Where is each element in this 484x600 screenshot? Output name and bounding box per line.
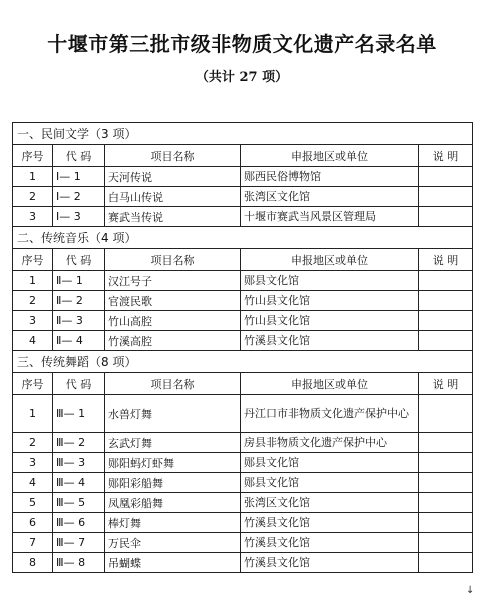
table-row	[13, 493, 473, 513]
column-header-row	[13, 373, 473, 395]
cell-code: Ⅲ— 7	[53, 533, 105, 553]
header-seq: 序号	[13, 145, 53, 167]
table-row	[13, 453, 473, 473]
cell-unit: 竹山县文化馆	[241, 311, 419, 331]
cell-unit: 竹溪县文化馆	[241, 513, 419, 533]
header-note: 说 明	[419, 249, 473, 271]
cell-name: 凤凰彩船舞	[105, 493, 241, 513]
cell-unit: 房县非物质文化遗产保护中心	[241, 433, 419, 453]
cell-unit: 十堰市赛武当风景区管理局	[241, 207, 419, 227]
cell-code: Ⅰ— 2	[53, 187, 105, 207]
cell-unit: 郧县文化馆	[241, 473, 419, 493]
header-note: 说 明	[419, 145, 473, 167]
cell-name: 汉江号子	[105, 271, 241, 291]
header-unit: 申报地区或单位	[241, 373, 419, 395]
table-row	[13, 553, 473, 573]
cell-code: Ⅲ— 1	[53, 395, 105, 433]
cell-note	[419, 533, 473, 553]
cell-code: Ⅱ— 3	[53, 311, 105, 331]
section-title: 二、传统音乐（4 项）	[13, 227, 473, 249]
table-row	[13, 395, 473, 433]
cell-name: 玄武灯舞	[105, 433, 241, 453]
table-row	[13, 271, 473, 291]
table-row	[13, 187, 473, 207]
cell-code: Ⅲ— 6	[53, 513, 105, 533]
header-unit: 申报地区或单位	[241, 145, 419, 167]
cell-name: 白马山传说	[105, 187, 241, 207]
cell-note	[419, 395, 473, 433]
document-subtitle: （共计 27 项）	[195, 70, 289, 85]
cell-code: Ⅰ— 1	[53, 167, 105, 187]
cell-code: Ⅰ— 3	[53, 207, 105, 227]
cell-note	[419, 553, 473, 573]
cell-name: 赛武当传说	[105, 207, 241, 227]
cell-code: Ⅱ— 2	[53, 291, 105, 311]
cell-name: 吊蝴蝶	[105, 553, 241, 573]
table-row	[13, 331, 473, 351]
header-name: 项目名称	[105, 373, 241, 395]
header-name: 项目名称	[105, 145, 241, 167]
cell-seq: 4	[13, 331, 53, 351]
cell-seq: 3	[13, 207, 53, 227]
column-header-row	[13, 249, 473, 271]
cell-unit: 郧县文化馆	[241, 453, 419, 473]
cell-seq: 2	[13, 291, 53, 311]
cell-name: 竹溪高腔	[105, 331, 241, 351]
table-row	[13, 533, 473, 553]
cell-code: Ⅲ— 8	[53, 553, 105, 573]
cell-note	[419, 271, 473, 291]
header-code: 代 码	[53, 249, 105, 271]
cell-unit: 竹山县文化馆	[241, 291, 419, 311]
cell-note	[419, 291, 473, 311]
header-name: 项目名称	[105, 249, 241, 271]
document-title: 十堰市第三批市级非物质文化遗产名录名单	[47, 32, 437, 56]
table-row	[13, 513, 473, 533]
cell-unit: 丹江口市非物质文化遗产保护中心	[241, 395, 419, 433]
table-row	[13, 291, 473, 311]
cell-code: Ⅲ— 4	[53, 473, 105, 493]
cell-note	[419, 187, 473, 207]
section-title: 一、民间文学（3 项）	[13, 123, 473, 145]
cell-seq: 4	[13, 473, 53, 493]
cell-name: 水兽灯舞	[105, 395, 241, 433]
cell-name: 竹山高腔	[105, 311, 241, 331]
header-seq: 序号	[13, 373, 53, 395]
cell-unit: 竹溪县文化馆	[241, 533, 419, 553]
cell-note	[419, 311, 473, 331]
cell-unit: 张湾区文化馆	[241, 493, 419, 513]
cell-seq: 7	[13, 533, 53, 553]
cell-name: 郧阳蚂灯虾舞	[105, 453, 241, 473]
cell-name: 官渡民歌	[105, 291, 241, 311]
section-header-row	[13, 227, 473, 249]
cell-name: 万民伞	[105, 533, 241, 553]
cell-seq: 2	[13, 433, 53, 453]
cell-code: Ⅲ— 3	[53, 453, 105, 473]
paragraph-end-mark: ↓	[466, 585, 475, 596]
cell-unit: 张湾区文化馆	[241, 187, 419, 207]
cell-seq: 6	[13, 513, 53, 533]
section-title: 三、传统舞蹈（8 项）	[13, 351, 473, 373]
cell-code: Ⅲ— 2	[53, 433, 105, 453]
header-code: 代 码	[53, 145, 105, 167]
heritage-list-table	[12, 122, 473, 573]
cell-name: 郧阳彩船舞	[105, 473, 241, 493]
cell-seq: 1	[13, 167, 53, 187]
cell-unit: 竹溪县文化馆	[241, 331, 419, 351]
cell-unit: 竹溪县文化馆	[241, 553, 419, 573]
table-row	[13, 433, 473, 453]
cell-unit: 郧县文化馆	[241, 271, 419, 291]
header-code: 代 码	[53, 373, 105, 395]
section-header-row	[13, 123, 473, 145]
cell-note	[419, 331, 473, 351]
table-body	[13, 123, 473, 573]
cell-note	[419, 167, 473, 187]
header-unit: 申报地区或单位	[241, 249, 419, 271]
cell-code: Ⅱ— 4	[53, 331, 105, 351]
cell-code: Ⅱ— 1	[53, 271, 105, 291]
cell-note	[419, 207, 473, 227]
cell-seq: 1	[13, 271, 53, 291]
table-row	[13, 311, 473, 331]
cell-seq: 3	[13, 311, 53, 331]
cell-note	[419, 513, 473, 533]
header-note: 说 明	[419, 373, 473, 395]
cell-seq: 3	[13, 453, 53, 473]
cell-unit: 郧西民俗博物馆	[241, 167, 419, 187]
column-header-row	[13, 145, 473, 167]
cell-name: 天河传说	[105, 167, 241, 187]
section-header-row	[13, 351, 473, 373]
cell-code: Ⅲ— 5	[53, 493, 105, 513]
header-seq: 序号	[13, 249, 53, 271]
cell-seq: 8	[13, 553, 53, 573]
cell-seq: 1	[13, 395, 53, 433]
cell-note	[419, 493, 473, 513]
cell-note	[419, 453, 473, 473]
cell-name: 棒灯舞	[105, 513, 241, 533]
cell-seq: 5	[13, 493, 53, 513]
table-row	[13, 473, 473, 493]
cell-seq: 2	[13, 187, 53, 207]
cell-note	[419, 473, 473, 493]
cell-note	[419, 433, 473, 453]
table-row	[13, 167, 473, 187]
table-row	[13, 207, 473, 227]
